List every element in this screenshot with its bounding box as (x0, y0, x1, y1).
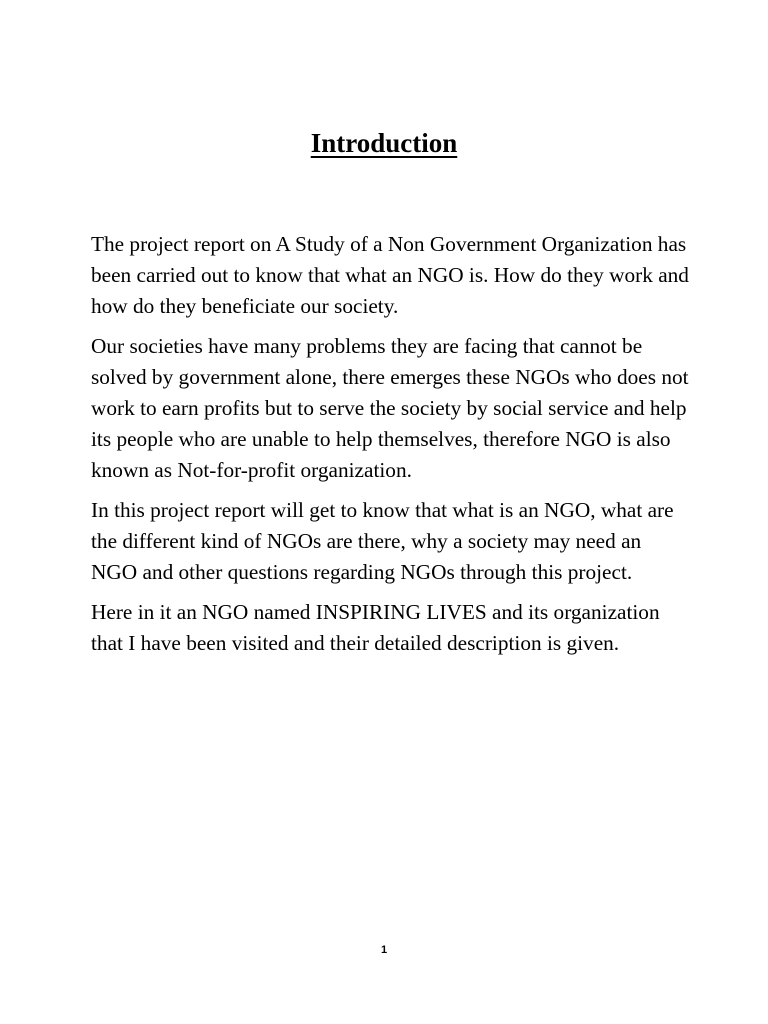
paragraph-3: In this project report will get to know that what is an NGO, what are the different kind of NGOs are there, why a society may need an NGO and other questions regarding NGOs through this project. (91, 498, 674, 584)
page-title: Introduction (310, 128, 458, 158)
paragraph-2: Our societies have many problems they are facing that cannot be solved by government alone, there emerges these NGOs who does not work to earn profits but to serve the society by social service and help its people who are unable to help themselves, therefore NGO is also known as Not-for-profit organization. (91, 334, 689, 482)
page-number: 1 (380, 944, 388, 956)
paragraph-1: The project report on A Study of a Non Government Organization has been carried out to know that what an NGO is. How do they work and how do they beneficiate our society. (91, 232, 689, 318)
body-text (91, 229, 691, 668)
paragraph-4: Here in it an NGO named INSPIRING LIVES and its organization that I have been visited and their detailed description is given. (91, 600, 660, 655)
